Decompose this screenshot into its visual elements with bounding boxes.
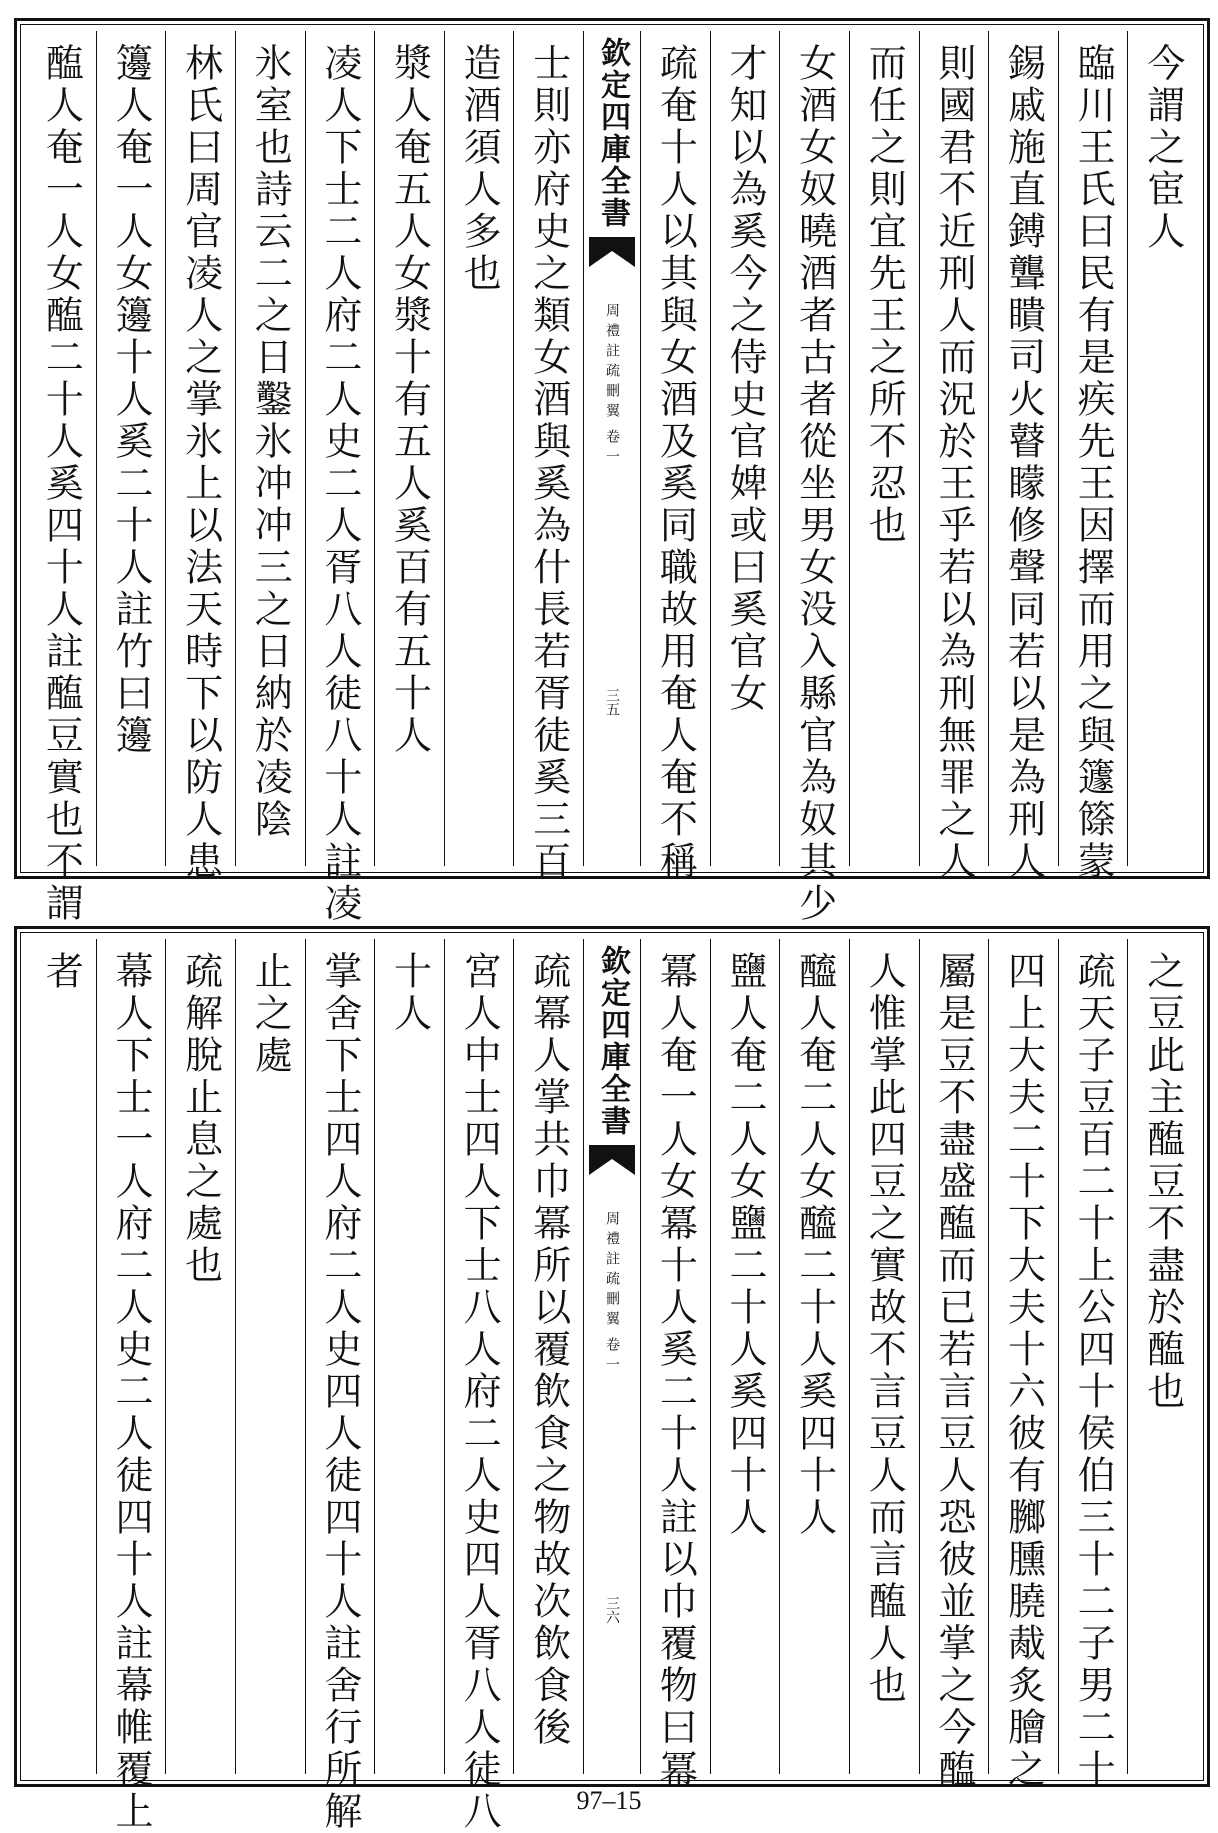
- upper-page-panel: [14, 18, 1210, 925]
- book-title: 欽定四庫全書: [595, 945, 630, 1137]
- text-column: 四上大夫二十下大夫十六彼有膷臐膮胾炙膾之: [988, 939, 1058, 1774]
- text-column: 漿人奄五人女漿十有五人奚百有五十人: [374, 31, 444, 866]
- text-column: 則國君不近刑人而況於王乎若以為刑無罪之人: [919, 31, 989, 866]
- text-column: 十人: [374, 939, 444, 1774]
- text-column: 醢人奄一人女醢二十人奚四十人註醢豆實也不謂: [39, 43, 84, 925]
- text-column: 疏奄十人以其與女酒及奚同職故用奄人奄不稱: [640, 31, 710, 866]
- text-column: 掌舍下士四人府二人史四人徒四十人註舍行所解: [305, 939, 375, 1774]
- text-column: 屬是豆不盡盛醢而已若言豆人恐彼並掌之今醢: [919, 939, 989, 1774]
- text-column: 氷室也詩云二之日鑿氷冲冲三之日納於凌陰: [235, 31, 305, 866]
- juan-label: 卷一: [604, 1337, 620, 1377]
- text-column: 而任之則宜先王之所不忍也: [849, 31, 919, 866]
- center-fold-column: [583, 31, 640, 866]
- text-column: 士則亦府史之類女酒與奚為什長若胥徒奚三百: [513, 31, 583, 866]
- text-column: 人惟掌此四豆之實故不言豆人而言醢人也: [849, 939, 919, 1774]
- text-column: 籩人奄一人女籩十人奚二十人註竹曰籩: [96, 31, 166, 866]
- center-fold-column: [583, 939, 640, 1774]
- folio-number: 三五: [604, 688, 620, 716]
- text-column: 醯人奄二人女醯二十人奚四十人: [779, 939, 849, 1774]
- text-column: 凌人下士二人府二人史二人胥八人徒八十人註凌: [305, 31, 375, 866]
- book-subtitle: 周禮註疏刪翼: [604, 303, 620, 423]
- text-column: 疏天子豆百二十上公四十侯伯三十二子男二十: [1058, 939, 1128, 1774]
- book-subtitle: 周禮註疏刪翼: [604, 1211, 620, 1331]
- fish-tail-mark-icon: [589, 1145, 635, 1175]
- text-column: 女酒女奴曉酒者古者從坐男女没入縣官為奴其少: [779, 31, 849, 866]
- juan-label: 卷一: [604, 429, 620, 469]
- book-title: 欽定四庫全書: [595, 37, 630, 229]
- text-column: 鹽人奄二人女鹽二十人奚四十人: [710, 939, 780, 1774]
- page-number: 97–15: [576, 1786, 642, 1815]
- text-column: 錫戚施直鎛聾瞶司火瞽矇修聲同若以是為刑人: [988, 31, 1058, 866]
- text-column: 才知以為奚今之侍史官婢或曰奚官女: [710, 31, 780, 866]
- upper-columns: [27, 31, 1197, 925]
- text-column: 宮人中士四人下士八人府二人史四人胥八人徒八: [444, 939, 514, 1774]
- text-column: 造酒須人多也: [444, 31, 514, 866]
- text-column: 疏解脫止息之處也: [165, 939, 235, 1774]
- text-column: 之豆此主醢豆不盡於醢也: [1127, 939, 1197, 1774]
- text-column: 止之處: [235, 939, 305, 1774]
- text-column: 疏冪人掌共巾冪所以覆飲食之物故次飲食後: [513, 939, 583, 1774]
- text-column: 臨川王氏曰民有是疾先王因擇而用之與籧篨蒙: [1058, 31, 1128, 866]
- text-column: 者: [39, 951, 84, 993]
- text-column: 今謂之宦人: [1127, 31, 1197, 866]
- text-column: 冪人奄一人女冪十人奚二十人註以巾覆物曰冪: [640, 939, 710, 1774]
- text-column: 林氏曰周官凌人之掌氷上以法天時下以防人患: [165, 31, 235, 866]
- folio-number: 三六: [604, 1596, 620, 1624]
- fish-tail-mark-icon: [589, 237, 635, 267]
- text-column: 幕人下士一人府二人史二人徒四十人註幕帷覆上: [96, 939, 166, 1774]
